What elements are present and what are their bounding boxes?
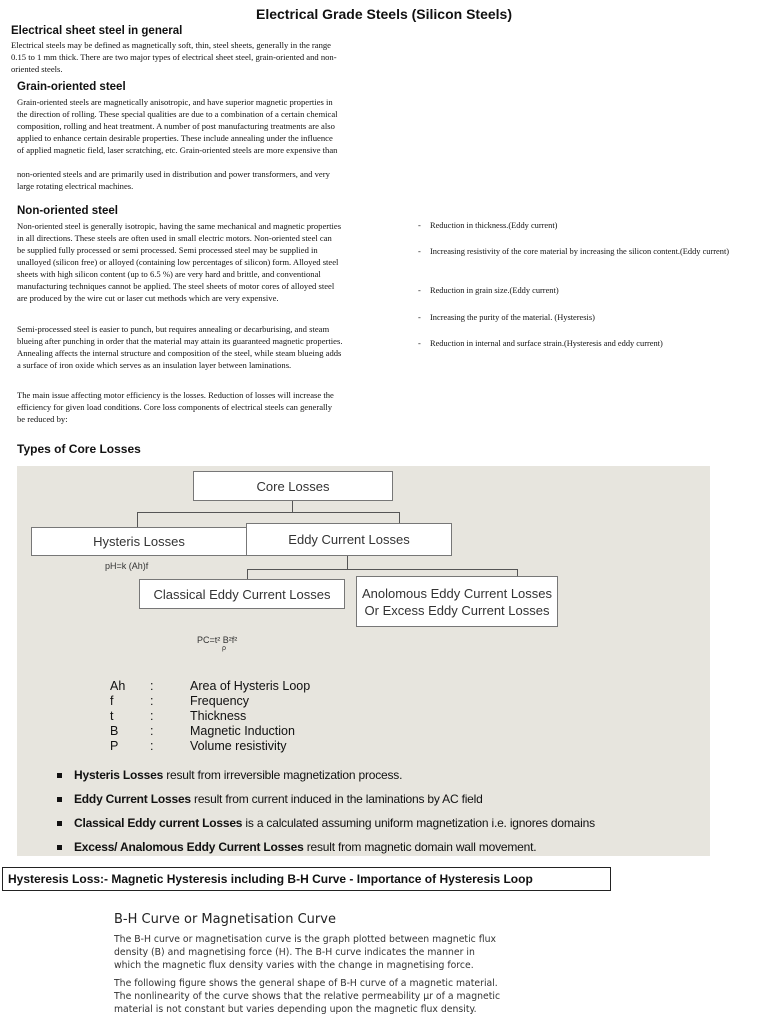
list-item-text: Reduction in grain size.(Eddy current) [430,286,559,295]
text-line: material is not constant but varies depending upon the magnetic flux density. [114,1004,477,1015]
text-line: The following figure shows the general shape of B-H curve of a magnetic material. [114,978,498,989]
bullet-term: Eddy Current Losses [74,792,191,806]
nonoriented-paragraph [17,220,417,304]
text-line: Semi-processed steel is easier to punch, but requires annealing or decarburising, and steam [17,324,330,334]
bullet-term: Hysteris Losses [74,768,164,782]
legend-row [110,739,410,754]
grain-heading: Grain-oriented steel [17,81,126,93]
loss-bullet [57,792,483,806]
legend-symbol: B [110,724,119,738]
dash: - [418,247,421,256]
text-line: in all directions. These steels are often used in small electric motors. Non-oriented steel can [17,233,332,243]
legend-colon: : [150,724,154,738]
text-line: Non-oriented steel is generally isotropic, having the same mechanical and magnetic properties [17,221,342,231]
connector-line [347,555,348,569]
bullet-term: Excess/ Analomous Eddy Current Losses [74,840,304,854]
bullet-square [57,773,62,778]
bullet-text: result from magnetic domain wall movement. [303,840,537,854]
legend-colon: : [150,739,154,753]
list-item [418,338,663,350]
general-paragraph [11,39,421,75]
list-item-text: Increasing resistivity of the core material by increasing the silicon content.(Eddy current) [430,247,730,256]
bh-curve-title: B-H Curve or Magnetisation Curve [114,912,336,927]
legend-row [110,724,410,739]
text-line: The nonlinearity of the curve shows that the relative permeability μr of a magnetic [114,991,501,1002]
text-line: manufacturing techniques cannot be applied. The steel sheets of motor cores of alloyed steel [17,281,335,291]
text-line: applied to enhance certain desirable properties. These include annealing under the influence [17,133,333,143]
text-line: The B-H curve or magnetisation curve is the graph plotted between magnetic flux [114,934,496,945]
bullet-square [57,797,62,802]
legend-definition: Area of Hysteris Loop [190,679,311,693]
bullet-square [57,845,62,850]
text-line: a surface of iron oxide which serves as an insulation layer between laminations. [17,360,292,370]
list-item [418,312,595,324]
connector-line [292,500,293,512]
bh-paragraph-2 [114,977,619,1016]
text-line: of applied magnetic field, laser scratching, etc. Grain-oriented steels are more expensive than [17,145,338,155]
loss-bullet [57,768,402,782]
grain-paragraph [17,96,422,156]
bullet-text: result from current induced in the laminations by AC field [190,792,483,806]
connector-line [137,512,399,513]
text-line: blueing after punching in order that the material may attain its guaranteed magnetic properties. [17,336,343,346]
anomalous-line-2: Or Excess Eddy Current Losses [364,602,550,618]
text-line: which the magnetic flux density varies with the change in magnetising force. [114,960,474,971]
eddy-formula-denominator: ρ [222,645,226,652]
anomalous-line-1: Anolomous Eddy Current Losses [361,585,553,601]
text-line: be reduced by: [17,414,68,424]
text-line: unalloyed (silicon free) or alloyed (containing low percentages of silicon) form. Alloyed steel [17,257,339,267]
core-losses-box: Core Losses [193,471,393,501]
list-item [418,220,557,232]
nonoriented-heading: Non-oriented steel [17,205,118,217]
dash: - [418,221,421,230]
legend-definition: Frequency [190,694,250,708]
bh-paragraph-1 [114,933,619,972]
symbol-legend [110,679,410,759]
hysteresis-banner: Hysteresis Loss:- Magnetic Hysteresis including B-H Curve - Importance of Hysteresis Loop [2,867,611,891]
text-line: density (B) and magnetising force (H). The B-H curve indicates the manner in [114,947,475,958]
loss-bullet [57,840,536,854]
core-losses-heading: Types of Core Losses [17,442,141,456]
loss-bullet [57,816,595,830]
bullet-term: Classical Eddy current Losses [74,816,243,830]
legend-symbol: f [110,694,114,708]
legend-definition: Thickness [190,709,247,723]
connector-line [247,569,517,570]
page-title: Electrical Grade Steels (Silicon Steels) [256,6,512,22]
text-line: non-oriented steels and are primarily used in distribution and power transformers, and very [17,169,330,179]
legend-row [110,679,410,694]
legend-row [110,694,410,709]
legend-symbol: Ah [110,679,126,693]
text-line: The main issue affecting motor efficiency is the losses. Reduction of losses will increase the [17,390,334,400]
legend-symbol: P [110,739,119,753]
legend-colon: : [150,709,154,723]
text-line: are produced by the wire cut or laser cut methods which are very expensive. [17,293,279,303]
legend-symbol: t [110,709,114,723]
legend-colon: : [150,694,154,708]
text-line: large rotating electrical machines. [17,181,134,191]
text-line: sheets with high silicon content (up to 6.5 %) are very hard and brittle, and conventional [17,269,321,279]
bullet-text: result from irreversible magnetization process. [163,768,403,782]
legend-row [110,709,410,724]
eddy-formula: PC=t² B²f² [197,635,238,645]
bullet-square [57,821,62,826]
reduction-list [418,220,763,360]
text-line: Electrical steels may be defined as magnetically soft, thin, steel sheets, generally in the range [11,40,331,50]
list-item-text: Reduction in internal and surface strain.(Hysteresis and eddy current) [430,339,663,348]
text-line: Grain-oriented steels are magnetically anisotropic, and have superior magnetic properties in [17,97,333,107]
dash: - [418,313,421,322]
text-line: 0.15 to 1 mm thick. There are two major types of electrical sheet steel, grain-oriented and non- [11,52,337,62]
anomalous-eddy-box [356,576,558,627]
dash: - [418,339,421,348]
dash: - [418,286,421,295]
semi-processed-paragraph [17,323,417,371]
core-losses-diagram [17,466,710,856]
text-line: efficiency for given load conditions. Core loss components of electrical steels can generally [17,402,333,412]
losses-issue-paragraph [17,389,417,425]
list-item-text: Increasing the purity of the material. (Hysteresis) [430,313,595,322]
text-line: be supplied fully processed or semi processed. Semi processed steel may be supplied in [17,245,318,255]
hysteris-losses-box: Hysteris Losses [31,527,247,556]
bullet-text: is a calculated assuming uniform magnetization i.e. ignores domains [242,816,595,830]
text-line: oriented steels. [11,64,63,74]
text-line: Annealing affects the internal structure and composition of the steel, while steam blueing adds [17,348,342,358]
legend-definition: Magnetic Induction [190,724,295,738]
connector-line [137,512,138,528]
text-line: composition, rolling and heat treatment. A number of post manufacturing treatments are also [17,121,335,131]
grain-paragraph-cont [17,168,422,192]
text-line: the direction of rolling. These special qualities are due to a combination of a certain chemical [17,109,338,119]
list-item [418,285,559,297]
list-item [418,246,760,258]
eddy-current-losses-box: Eddy Current Losses [246,523,452,556]
hysteresis-formula: pH=k (Ah)f [105,561,149,571]
classical-eddy-box: Classical Eddy Current Losses [139,579,345,609]
legend-colon: : [150,679,154,693]
legend-definition: Volume resistivity [190,739,287,753]
general-heading: Electrical sheet steel in general [11,25,183,37]
list-item-text: Reduction in thickness.(Eddy current) [430,221,558,230]
